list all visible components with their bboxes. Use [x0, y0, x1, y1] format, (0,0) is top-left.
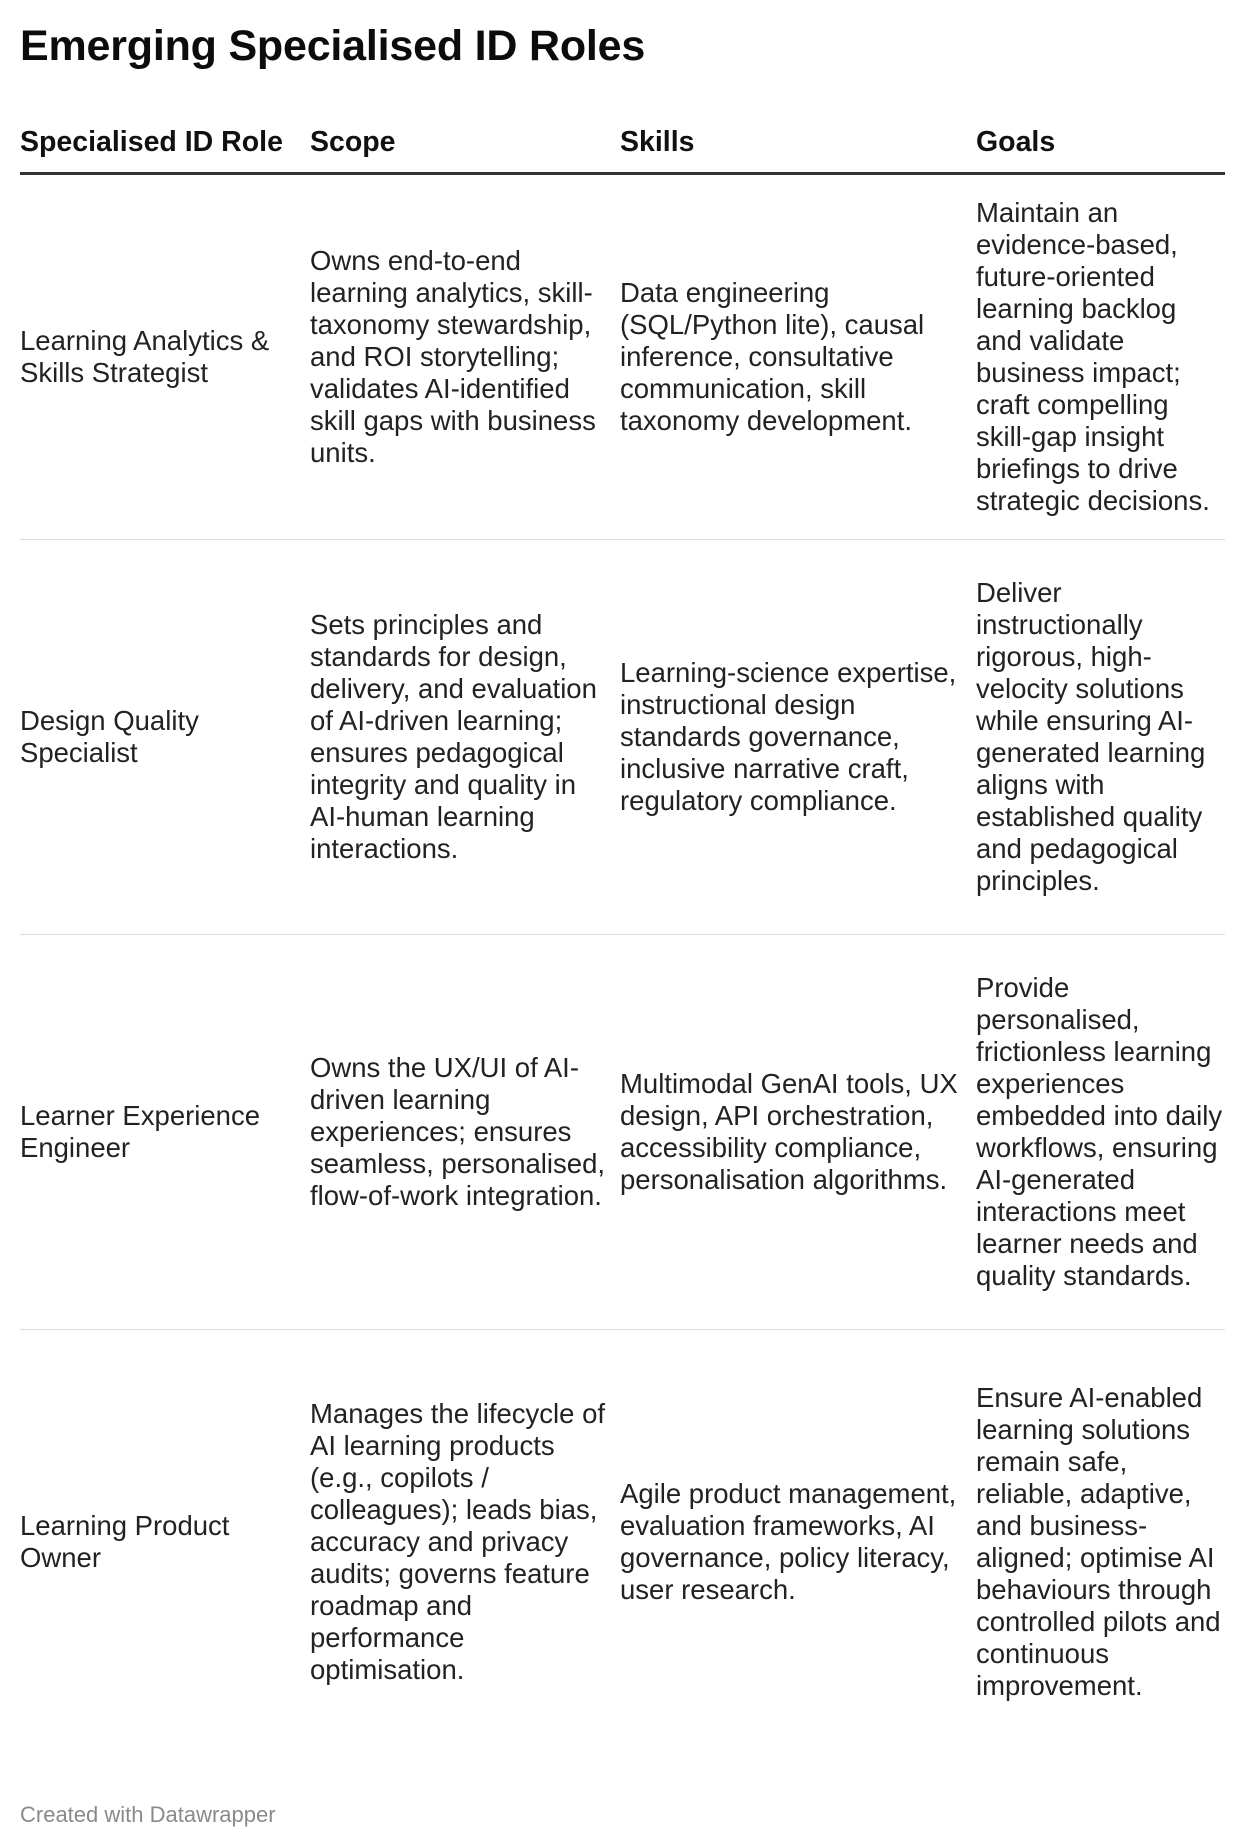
- goals-cell: Ensure AI-enabled learning solutions remain safe, reliable, adaptive, and business-aligned; optimise AI behaviours through controlled pilots and continuous improvement.: [976, 1382, 1221, 1701]
- skills-cell: Learning-science expertise, instructional design standards governance, inclusive narrative craft, regulatory compliance.: [620, 540, 976, 935]
- roles-table: [20, 118, 1225, 1754]
- scope-cell: Owns the UX/UI of AI-driven learning experiences; ensures seamless, personalised, flow-of-work integration.: [310, 935, 620, 1330]
- table-row: [20, 174, 1225, 540]
- scope-cell: Sets principles and standards for design, delivery, and evaluation of AI-driven learning; ensures pedagogical integrity and quality in AI-human learning interactions.: [310, 540, 620, 935]
- skills-cell: Data engineering (SQL/Python lite), causal inference, consultative communication, skill taxonomy development.: [620, 174, 976, 540]
- role-cell: Design Quality Specialist: [20, 540, 310, 935]
- header-row: [20, 118, 1225, 174]
- column-header-skills: Skills: [620, 118, 976, 174]
- table-row: [20, 935, 1225, 1330]
- footer-credit: Created with Datawrapper: [20, 1802, 276, 1827]
- column-header-goals: Goals: [976, 118, 1225, 174]
- column-header-role: Specialised ID Role: [20, 118, 310, 174]
- goals-cell: Deliver instructionally rigorous, high-velocity solutions while ensuring AI-generated learning aligns with established quality and pedagogical principles.: [976, 540, 1225, 935]
- goals-cell: Provide personalised, frictionless learning experiences embedded into daily workflows, ensuring AI-generated interactions meet learner needs and quality standards.: [976, 935, 1225, 1330]
- scope-cell: Manages the lifecycle of AI learning products (e.g., copilots / colleagues); leads bias, accuracy and privacy audits; governs feature roadmap and performance optimisation.: [310, 1398, 606, 1685]
- page-title: Emerging Specialised ID Roles: [20, 22, 646, 70]
- role-cell: Learner Experience Engineer: [20, 935, 310, 1330]
- table-body: [20, 174, 1225, 1755]
- goals-cell: Maintain an evidence-based, future-oriented learning backlog and validate business impact; craft compelling skill-gap insight briefings to drive strategic decisions.: [976, 174, 1225, 540]
- table-row: [20, 1330, 1225, 1755]
- role-cell: Learning Analytics & Skills Strategist: [20, 174, 310, 540]
- skills-cell: Agile product management, evaluation frameworks, AI governance, policy literacy, user research.: [620, 1478, 957, 1605]
- table-header: [20, 118, 1225, 174]
- role-cell: Learning Product Owner: [20, 1510, 230, 1573]
- table-row: [20, 540, 1225, 935]
- skills-cell: Multimodal GenAI tools, UX design, API orchestration, accessibility compliance, personalisation algorithms.: [620, 935, 976, 1330]
- column-header-scope: Scope: [310, 118, 620, 174]
- scope-cell: Owns end-to-end learning analytics, skill-taxonomy stewardship, and ROI storytelling; validates AI-identified skill gaps with business units.: [310, 174, 620, 540]
